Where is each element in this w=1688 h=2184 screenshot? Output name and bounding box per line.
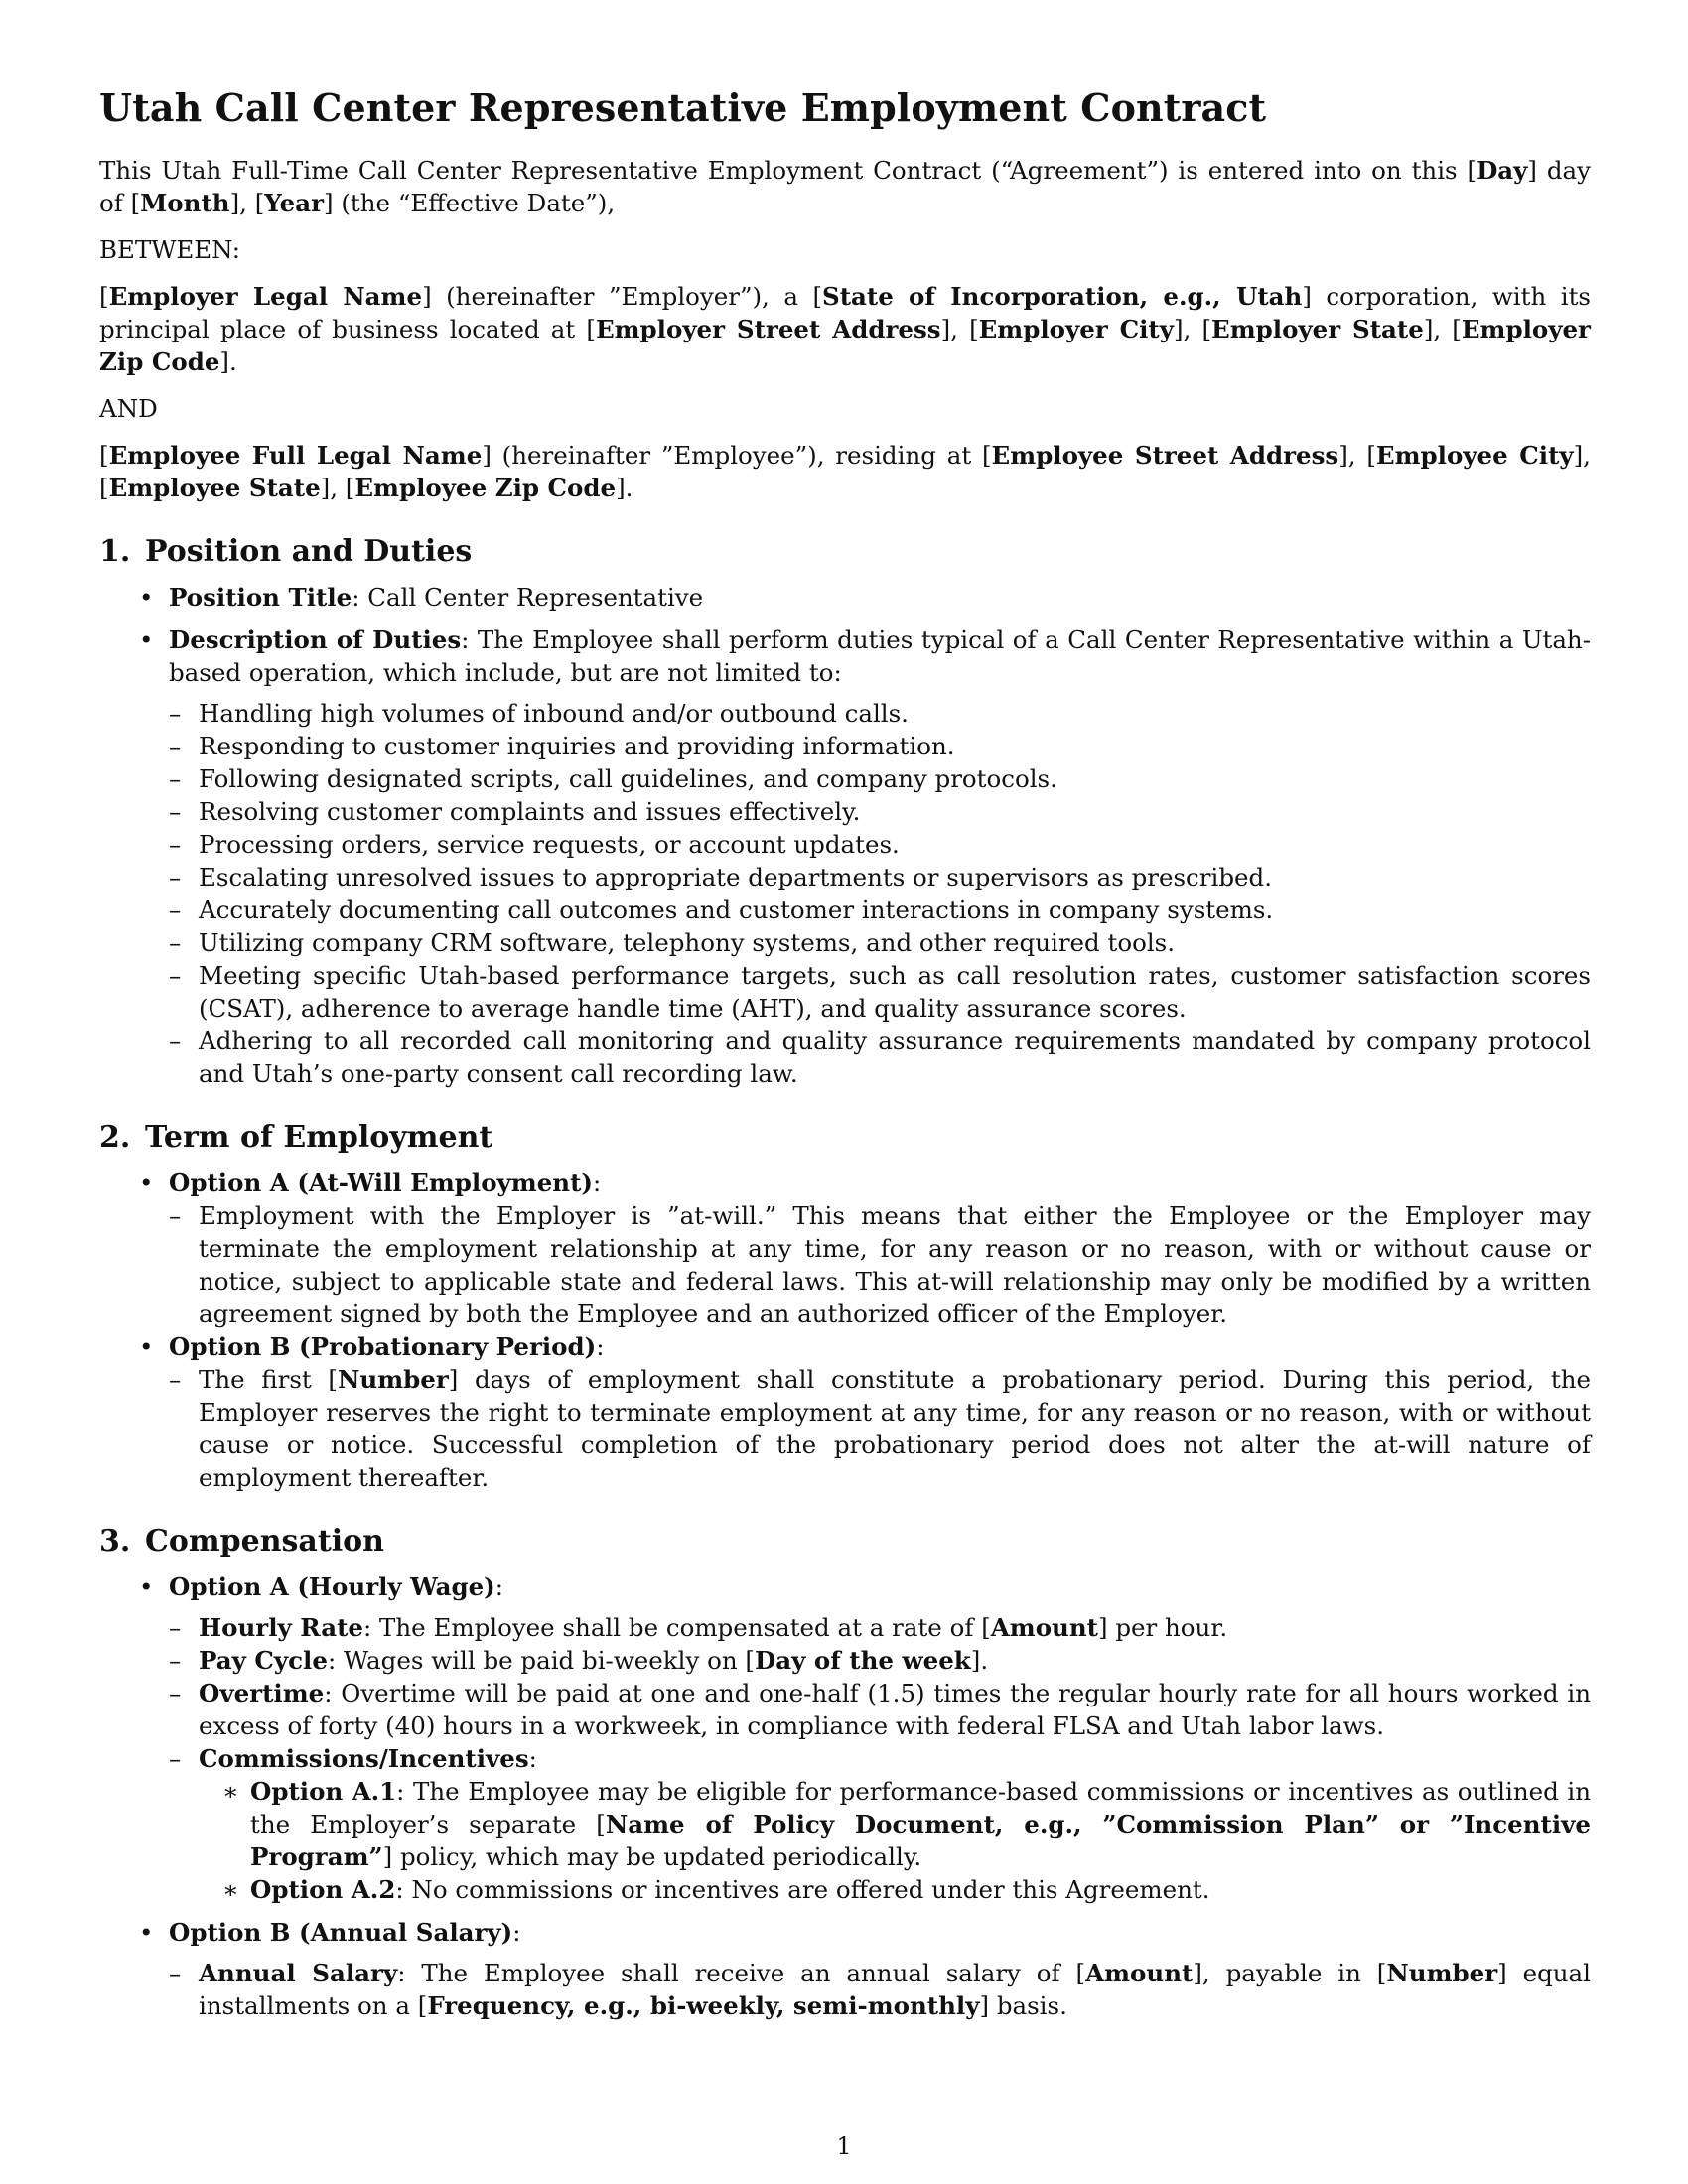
section-number: 3. — [99, 1524, 131, 1559]
comp-text: : The Employee shall receive an annual salary of [ — [397, 1959, 1086, 1987]
comp-text: : The Employee may be eligible for performance-based commissions or incentives as outlined in the Employer’s separate [ — [250, 1777, 1591, 1839]
comp-text: : The Employee shall be compensated at a rate of [ — [363, 1613, 991, 1642]
pay-cycle-label: Pay Cycle — [199, 1646, 328, 1675]
list-item — [99, 1570, 1591, 1906]
employer-text: ]. — [219, 347, 237, 376]
between-label: BETWEEN: — [99, 235, 240, 264]
bullet-icon: • — [139, 583, 154, 612]
option-label: Option B (Annual Salary) — [169, 1918, 513, 1947]
intro-text: ] (the “Effective Date”), — [324, 189, 616, 217]
colon: : — [528, 1744, 537, 1773]
bullet-icon: • — [139, 625, 154, 654]
option-text-item — [139, 1199, 1591, 1330]
annual-salary-label: Annual Salary — [199, 1959, 398, 1987]
duty-text: Adhering to all recorded call monitoring and quality assurance requirements mandated by company protocol and Utah’s one-party consent call recording law. — [199, 1026, 1591, 1088]
dash-icon: – — [169, 895, 182, 924]
dash-icon: – — [169, 1959, 182, 1987]
duty-text: Responding to customer inquiries and providing information. — [199, 732, 955, 760]
placeholder-day: Day — [1477, 156, 1528, 185]
placeholder-employee-zip: Employee Zip Code — [354, 474, 617, 502]
bullet-icon: • — [139, 1332, 154, 1361]
placeholder-employee-name: Employee Full Legal Name — [108, 441, 483, 470]
employee-text: ], [ — [99, 441, 1591, 502]
dash-icon: – — [169, 1201, 182, 1230]
placeholder-year: Year — [264, 189, 325, 217]
duty-item — [139, 959, 1591, 1024]
section-heading-term — [99, 1120, 1591, 1155]
option-label: Option A (Hourly Wage) — [169, 1572, 495, 1601]
placeholder-employee-street: Employee Street Address — [991, 441, 1339, 470]
placeholder-employer-city: Employer City — [978, 315, 1174, 343]
placeholder-state-incorporation: State of Incorporation, e.g., Utah — [822, 282, 1303, 311]
colon: : — [494, 1572, 504, 1601]
employee-paragraph — [99, 439, 1591, 504]
employee-text: ], [ — [320, 474, 355, 502]
dash-icon: – — [169, 961, 182, 990]
placeholder-amount: Amount — [990, 1613, 1098, 1642]
option-label: Option B (Probationary Period) — [169, 1332, 597, 1361]
duty-item — [139, 1024, 1591, 1090]
compensation-list — [99, 1570, 1591, 2022]
commission-option — [199, 1775, 1591, 1873]
duty-item — [139, 762, 1591, 795]
dash-icon: – — [169, 1679, 182, 1707]
comp-item — [139, 1611, 1591, 1644]
comp-text: ] policy, which may be updated periodically. — [382, 1843, 922, 1871]
duties-description: : The Employee shall perform duties typical of a Call Center Representative within a Utah-based operation, which include, but are not limited to: — [169, 625, 1591, 687]
comp-item — [139, 1957, 1591, 2022]
section-number: 2. — [99, 1120, 131, 1155]
duty-item — [139, 861, 1591, 893]
option-text-item — [139, 1363, 1591, 1494]
position-list — [99, 581, 1591, 1090]
employer-paragraph — [99, 280, 1591, 378]
colon: : — [596, 1332, 605, 1361]
section-title: Compensation — [145, 1524, 384, 1559]
document-page — [99, 85, 1591, 2032]
bullet-icon: • — [139, 1168, 154, 1197]
option-a1-label: Option A.1 — [250, 1777, 397, 1806]
section-number: 1. — [99, 534, 131, 569]
dash-icon: – — [169, 797, 182, 826]
comp-item — [139, 1644, 1591, 1677]
intro-text: ], [ — [229, 189, 265, 217]
duty-text: Meeting specific Utah-based performance targets, such as call resolution rates, customer satisfaction scores (CSAT), adherence to average handle time (AHT), and quality assurance scores. — [199, 961, 1591, 1023]
placeholder-policy-name: Name of Policy Document, e.g., ”Commission Plan” or ”Incentive Program” — [250, 1810, 1592, 1871]
comp-text: : Wages will be paid bi-weekly on [ — [327, 1646, 755, 1675]
comp-text: ]. — [970, 1646, 989, 1675]
employer-text: ], [ — [1423, 315, 1462, 343]
employer-text: ] corporation, with its principal place of business located at [ — [99, 282, 1591, 343]
duty-item — [139, 730, 1591, 762]
duty-text: Handling high volumes of inbound and/or outbound calls. — [199, 699, 909, 728]
duties-label: Description of Duties — [169, 625, 462, 654]
duty-text: Processing orders, service requests, or account updates. — [199, 830, 900, 859]
section-heading-position — [99, 534, 1591, 569]
employee-text: ], [ — [1338, 441, 1376, 470]
section-title: Term of Employment — [145, 1120, 493, 1155]
comp-item — [139, 1677, 1591, 1742]
intro-text: ] day of [ — [99, 156, 1591, 217]
duty-item — [139, 795, 1591, 828]
dash-icon: – — [169, 1365, 182, 1394]
duty-text: Escalating unresolved issues to appropriate departments or supervisors as prescribed. — [199, 863, 1272, 891]
dash-icon: – — [169, 830, 182, 859]
asterisk-icon: ∗ — [222, 1777, 239, 1806]
commission-options — [199, 1775, 1591, 1906]
employer-text: ], [ — [940, 315, 979, 343]
placeholder-employer-zip: Employer Zip Code — [99, 315, 1591, 376]
employee-text: ]. — [616, 474, 633, 502]
list-item — [99, 581, 1591, 614]
option-text: Employment with the Employer is ”at-will.” This means that either the Employee or the Employer may terminate the employment relationship at any time, for any reason or no reason, with or without cause or notice, subject to applicable state and federal laws. This at-will relationship may only be modified by a written agreement signed by both the Employee and an authorized officer of the Employer. — [199, 1201, 1591, 1328]
duty-text: Resolving customer complaints and issues effectively. — [199, 797, 861, 826]
comp-text: ], payable in [ — [1193, 1959, 1387, 1987]
dash-icon: – — [169, 732, 182, 760]
dash-icon: – — [169, 1646, 182, 1675]
employer-text: ] (hereinafter ”Employer”), a [ — [422, 282, 823, 311]
option-a2-label: Option A.2 — [250, 1875, 396, 1904]
option-b-list — [169, 1363, 1591, 1494]
duty-item — [139, 893, 1591, 926]
placeholder-frequency: Frequency, e.g., bi-weekly, semi-monthly — [427, 1991, 980, 2020]
list-item — [99, 1330, 1591, 1494]
placeholder-amount: Amount — [1085, 1959, 1194, 1987]
bracket: [ — [99, 441, 109, 470]
bracket: [ — [99, 282, 109, 311]
salary-list — [169, 1957, 1591, 2022]
placeholder-employer-state: Employer State — [1211, 315, 1424, 343]
option-text: The first [ — [199, 1365, 338, 1394]
dash-icon: – — [169, 1613, 182, 1642]
commission-option — [199, 1873, 1591, 1906]
dash-icon: – — [169, 699, 182, 728]
dash-icon: – — [169, 1026, 182, 1055]
hourly-rate-label: Hourly Rate — [199, 1613, 363, 1642]
list-item — [99, 1916, 1591, 2022]
comp-item — [139, 1742, 1591, 1906]
position-title-label: Position Title — [169, 583, 352, 612]
placeholder-employer-name: Employer Legal Name — [108, 282, 423, 311]
hourly-list — [169, 1611, 1591, 1906]
term-list — [99, 1166, 1591, 1494]
comp-text: ] basis. — [979, 1991, 1067, 2020]
position-title-value: : Call Center Representative — [352, 583, 704, 612]
list-item — [99, 1166, 1591, 1330]
employer-text: ], [ — [1173, 315, 1212, 343]
placeholder-employee-city: Employee City — [1375, 441, 1574, 470]
option-text: ] days of employment shall constitute a probationary period. During this period, the Employer reserves the right to terminate employment at any time, for any reason or no reason, with or without cause or notice. Successful completion of the probationary period does not alter the at-will nature of employment thereafter. — [199, 1365, 1591, 1492]
placeholder-number: Number — [1386, 1959, 1498, 1987]
placeholder-month: Month — [140, 189, 230, 217]
employee-text: ] (hereinafter ”Employee”), residing at [ — [482, 441, 992, 470]
placeholder-employer-street: Employer Street Address — [595, 315, 941, 343]
page-number: 1 — [836, 2132, 852, 2160]
list-item — [99, 623, 1591, 1090]
intro-text: This Utah Full-Time Call Center Representative Employment Contract (“Agreement”) is entered into on this [ — [99, 156, 1477, 185]
comp-text: ] per hour. — [1097, 1613, 1228, 1642]
duty-item — [139, 697, 1591, 730]
comp-text: : Overtime will be paid at one and one-half (1.5) times the regular hourly rate for all hours worked in excess of forty (40) hours in a workweek, in compliance with federal FLSA and Utah labor laws. — [199, 1679, 1591, 1740]
dash-icon: – — [169, 764, 182, 793]
duty-text: Accurately documenting call outcomes and customer interactions in company systems. — [199, 895, 1274, 924]
intro-paragraph — [99, 154, 1591, 219]
duty-item — [139, 828, 1591, 861]
comp-text: : No commissions or incentives are offered under this Agreement. — [395, 1875, 1210, 1904]
duty-text: Following designated scripts, call guidelines, and company protocols. — [199, 764, 1057, 793]
overtime-label: Overtime — [199, 1679, 325, 1707]
section-title: Position and Duties — [145, 534, 473, 569]
dash-icon: – — [169, 928, 182, 957]
colon: : — [593, 1168, 602, 1197]
option-a-list — [169, 1199, 1591, 1330]
asterisk-icon: ∗ — [222, 1875, 239, 1904]
comp-text: ] equal installments on a [ — [199, 1959, 1592, 2020]
dash-icon: – — [169, 863, 182, 891]
placeholder-employee-state: Employee State — [108, 474, 321, 502]
document-title: Utah Call Center Representative Employment Contract — [99, 85, 1267, 130]
colon: : — [512, 1918, 521, 1947]
placeholder-day-of-week: Day of the week — [754, 1646, 971, 1675]
commissions-label: Commissions/Incentives — [199, 1744, 529, 1773]
duties-list — [169, 697, 1591, 1090]
option-label: Option A (At-Will Employment) — [169, 1168, 594, 1197]
bullet-icon: • — [139, 1918, 154, 1947]
section-heading-compensation — [99, 1524, 1591, 1559]
duty-item — [139, 926, 1591, 959]
bullet-icon: • — [139, 1572, 154, 1601]
dash-icon: – — [169, 1744, 182, 1773]
duty-text: Utilizing company CRM software, telephony systems, and other required tools. — [199, 928, 1176, 957]
placeholder-number: Number — [337, 1365, 449, 1394]
and-label: AND — [99, 394, 158, 423]
